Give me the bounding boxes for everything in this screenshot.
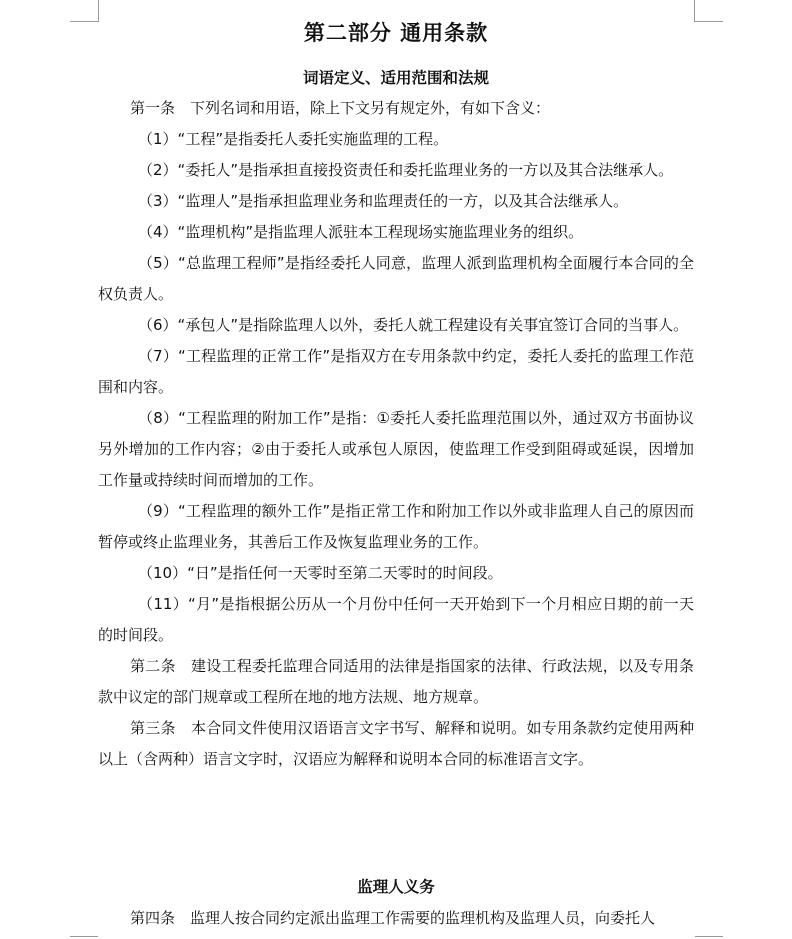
section-body-supervisor-obligations: [98, 903, 694, 934]
section-heading-definitions: 词语定义、适用范围和法规: [302, 68, 489, 87]
crop-mark-bottom-left-h: [70, 936, 98, 937]
article-1-paragraph: 第一条 下列名词和用语，除上下文另有规定外，有如下含义：: [130, 99, 551, 117]
article-3-paragraph: 第三条 本合同文件使用汉语语言文字书写、解释和说明。如专用条款约定使用两种以上（含两种）语言文字时，汉语应为解释和说明本合同的标准语言文字。: [98, 719, 694, 768]
definition-item: （11）“月”是指根据公历从一个月份中任何一天开始到下一个月相应日期的前一天的时间段。: [98, 595, 694, 644]
definition-item: （6）“承包人”是指除监理人以外，委托人就工程建设有关事宜签订合同的当事人。: [138, 316, 689, 334]
section-heading-supervisor-obligations: 监理人义务: [357, 877, 435, 896]
section-body-definitions: [98, 93, 694, 775]
article-4-paragraph: 第四条 监理人按合同约定派出监理工作需要的监理机构及监理人员，向委托人: [130, 909, 656, 927]
definition-item: （1）“工程”是指委托人委托实施监理的工程。: [138, 130, 449, 148]
article-2-paragraph: 第二条 建设工程委托监理合同适用的法律是指国家的法律、行政法规，以及专用条款中议定的部门规章或工程所在地的地方法规、地方规章。: [98, 657, 694, 706]
definition-item: （7）“工程监理的正常工作”是指双方在专用条款中约定，委托人委托的监理工作范围和内容。: [98, 347, 694, 396]
definition-item: （9）“工程监理的额外工作”是指正常工作和附加工作以外或非监理人自己的原因而暂停或终止监理业务，其善后工作及恢复监理业务的工作。: [98, 502, 694, 551]
crop-mark-bottom-right-h: [695, 936, 723, 937]
document-title: 第二部分 通用条款: [303, 20, 489, 45]
definition-item: （3）“监理人”是指承担监理业务和监理责任的一方，以及其合法继承人。: [138, 192, 629, 210]
definition-item: （4）“监理机构”是指监理人派驻本工程现场实施监理业务的组织。: [138, 223, 584, 241]
definition-item: （5）“总监理工程师”是指经委托人同意，监理人派到监理机构全面履行本合同的全权负责人。: [98, 254, 694, 303]
definition-item: （2）“委托人”是指承担直接投资责任和委托监理业务的一方以及其合法继承人。: [138, 161, 674, 179]
definition-item: （10）“日”是指任何一天零时至第二天零时的时间段。: [138, 564, 503, 582]
definition-item: （8）“工程监理的附加工作”是指：①委托人委托监理范围以外，通过双方书面协议另外增加的工作内容；②由于委托人或承包人原因，使监理工作受到阻碍或延误，因增加工作量或持续时间而增加的工作。: [98, 409, 694, 489]
